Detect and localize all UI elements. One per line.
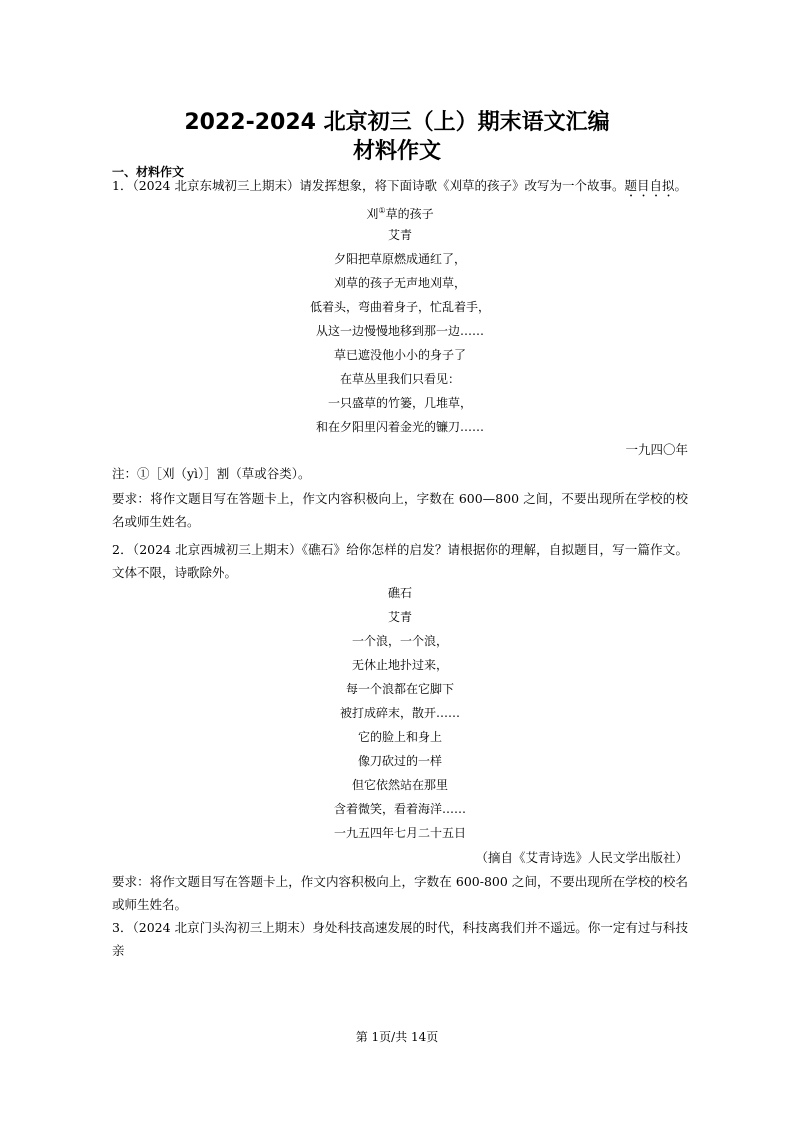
question-2-stem: 2．（2024 北京西城初三上期末）《礁石》给你怎样的启发？请根据你的理解，自拟题目，写一篇作文。文体不限，诗歌除外。 — [112, 542, 688, 580]
poem-1-line: 夕阳把草原燃成通红了， — [333, 252, 466, 266]
footnote-marker: ① — [378, 206, 386, 215]
poem-2-line: 一个浪，一个浪， — [351, 634, 448, 648]
poem-2-title: 礁石 — [387, 586, 412, 600]
poem-2-line: 但它依然站在那里 — [351, 778, 448, 792]
poem-2-date: 一九五四年七月二十五日 — [333, 826, 466, 840]
question-1-note: 注：①［刈（yì）］割（草或谷类）。 — [112, 466, 311, 481]
question-1-emphasis: 题目自拟 — [624, 178, 675, 193]
poem-2-line: 无休止地扑过来， — [351, 658, 448, 672]
poem-1-line: 和在夕阳里闪着金光的镰刀…… — [315, 420, 484, 434]
poem-1-line: 在草丛里我们只看见： — [339, 372, 460, 386]
poem-1-line: 一只盛草的竹篓，几堆草， — [327, 396, 472, 410]
poem-2-line: 含着微笑，看着海洋…… — [333, 802, 466, 816]
poem-2-source: （摘自《艾青诗选》人民文学出版社） — [475, 850, 688, 865]
poem-1-line: 从这一边慢慢地移到那一边…… — [315, 324, 484, 338]
question-1-requirement: 要求：将作文题目写在答题卡上，作文内容积极向上，字数在 600—800 之间，不要出现所在学校的校名或师生姓名。 — [112, 491, 688, 529]
section-heading: 一、材料作文 — [112, 165, 185, 179]
question-2-requirement: 要求：将作文题目写在答题卡上，作文内容积极向上，字数在 600-800 之间，不要出现所在学校的校名或师生姓名。 — [112, 874, 688, 912]
question-3-stem: 3．（2024 北京门头沟初三上期末）身处科技高速发展的时代，科技离我们并不遥远。你一定有过与科技亲 — [112, 920, 688, 958]
poem-1-line: 艾青 — [387, 228, 412, 242]
poem-1 — [112, 199, 688, 439]
poem-2-line: 艾青 — [387, 610, 412, 624]
page-footer: 第 1页/共 14页 — [355, 1030, 439, 1044]
poem-1-line: 低着头，弯曲着身子，忙乱着手， — [309, 300, 490, 314]
poem-2 — [112, 581, 688, 845]
poem-2-line: 每一个浪都在它脚下 — [345, 682, 454, 696]
poem-1-title: 刈①草的孩子 — [366, 206, 434, 221]
poem-2-line: 被打成碎末，散开…… — [339, 706, 460, 720]
poem-1-line: 刈草的孩子无声地刈草， — [333, 276, 466, 290]
poem-2-line: 像刀砍过的一样 — [357, 754, 442, 768]
document-subtitle: 材料作文 — [352, 139, 441, 164]
question-1-stem: 1．（2024 北京东城初三上期末）请发挥想象，将下面诗歌《刈草的孩子》改写为一个故事。题目自拟。 — [112, 178, 688, 193]
poem-1-line: 草已遮没他小小的身子了 — [333, 348, 466, 362]
poem-2-line: 它的脸上和身上 — [357, 730, 442, 744]
poem-1-date: 一九四〇年 — [625, 442, 688, 457]
document-title: 2022-2024 北京初三（上）期末语文汇编 — [184, 110, 610, 135]
